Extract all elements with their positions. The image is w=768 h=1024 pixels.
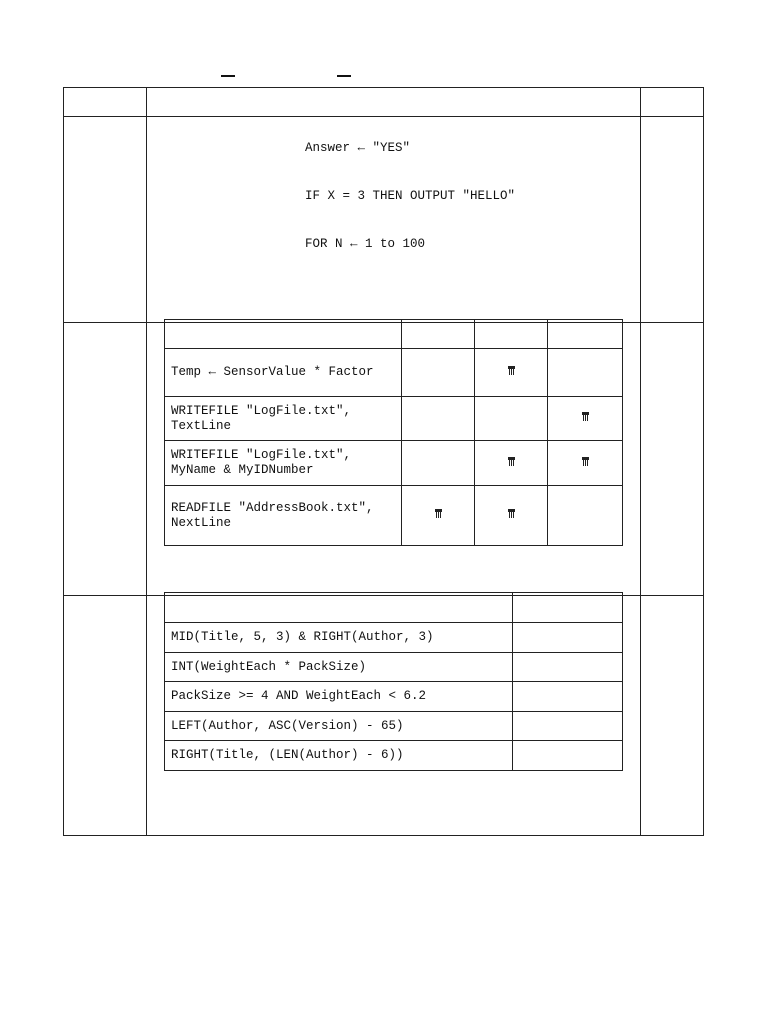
mark-cell: [475, 486, 548, 546]
expression-header-cell: [165, 593, 513, 623]
statement-cell: READFILE "AddressBook.txt", NextLine: [165, 486, 402, 546]
statement-header-cell: [165, 320, 402, 349]
expression-cell: INT(WeightEach * PackSize): [165, 653, 513, 682]
column-header-3: [548, 320, 623, 349]
code-line-for: FOR N ← 1 to 100: [305, 237, 426, 251]
header-question-cell: [64, 88, 147, 117]
mark-cell: [475, 397, 548, 441]
mark-cell: [548, 397, 623, 441]
tick-mark-icon: [435, 509, 442, 518]
answer-cell-1: [147, 117, 641, 323]
file-operation-table: [164, 319, 623, 546]
expression-cell: MID(Title, 5, 3) & RIGHT(Author, 3): [165, 623, 513, 653]
marks-cell-1: [641, 117, 704, 323]
question-cell-1: [64, 117, 147, 323]
expression-cell: RIGHT(Title, (LEN(Author) - 6)): [165, 741, 513, 771]
tick-mark-icon: [582, 412, 589, 421]
tick-mark-icon: [508, 509, 515, 518]
code-line-if: IF X = 3 THEN OUTPUT "HELLO": [305, 189, 516, 203]
mark-cell: [402, 397, 475, 441]
mark-cell: [475, 349, 548, 397]
tick-mark-icon: [582, 457, 589, 466]
header-answer-cell: [147, 88, 641, 117]
question-cell-2: [64, 323, 147, 596]
evaluates-to-cell: [513, 712, 623, 741]
evaluates-to-cell: [513, 682, 623, 712]
expression-table: [164, 592, 623, 771]
mark-cell: [402, 349, 475, 397]
statement-cell: WRITEFILE "LogFile.txt", MyName & MyIDNumber: [165, 441, 402, 486]
mark-cell: [548, 441, 623, 486]
evaluates-to-header-cell: [513, 593, 623, 623]
column-header-1: [402, 320, 475, 349]
evaluates-to-cell: [513, 741, 623, 771]
header-marks-cell: [641, 88, 704, 117]
marks-cell-3: [641, 596, 704, 836]
evaluates-to-cell: [513, 653, 623, 682]
tick-mark-icon: [508, 366, 515, 375]
question-cell-3: [64, 596, 147, 836]
mark-cell: [402, 486, 475, 546]
mark-cell: [548, 349, 623, 397]
tick-mark-icon: [508, 457, 515, 466]
mark-cell: [548, 486, 623, 546]
statement-cell: Temp ← SensorValue * Factor: [165, 349, 402, 397]
marks-cell-2: [641, 323, 704, 596]
expression-cell: PackSize >= 4 AND WeightEach < 6.2: [165, 682, 513, 712]
mark-cell: [475, 441, 548, 486]
expression-cell: LEFT(Author, ASC(Version) - 65): [165, 712, 513, 741]
heading-dash-1: [221, 75, 235, 77]
column-header-2: [475, 320, 548, 349]
evaluates-to-cell: [513, 623, 623, 653]
heading-dash-2: [337, 75, 351, 77]
mark-cell: [402, 441, 475, 486]
code-line-answer: Answer ← "YES": [305, 141, 411, 155]
statement-cell: WRITEFILE "LogFile.txt", TextLine: [165, 397, 402, 441]
